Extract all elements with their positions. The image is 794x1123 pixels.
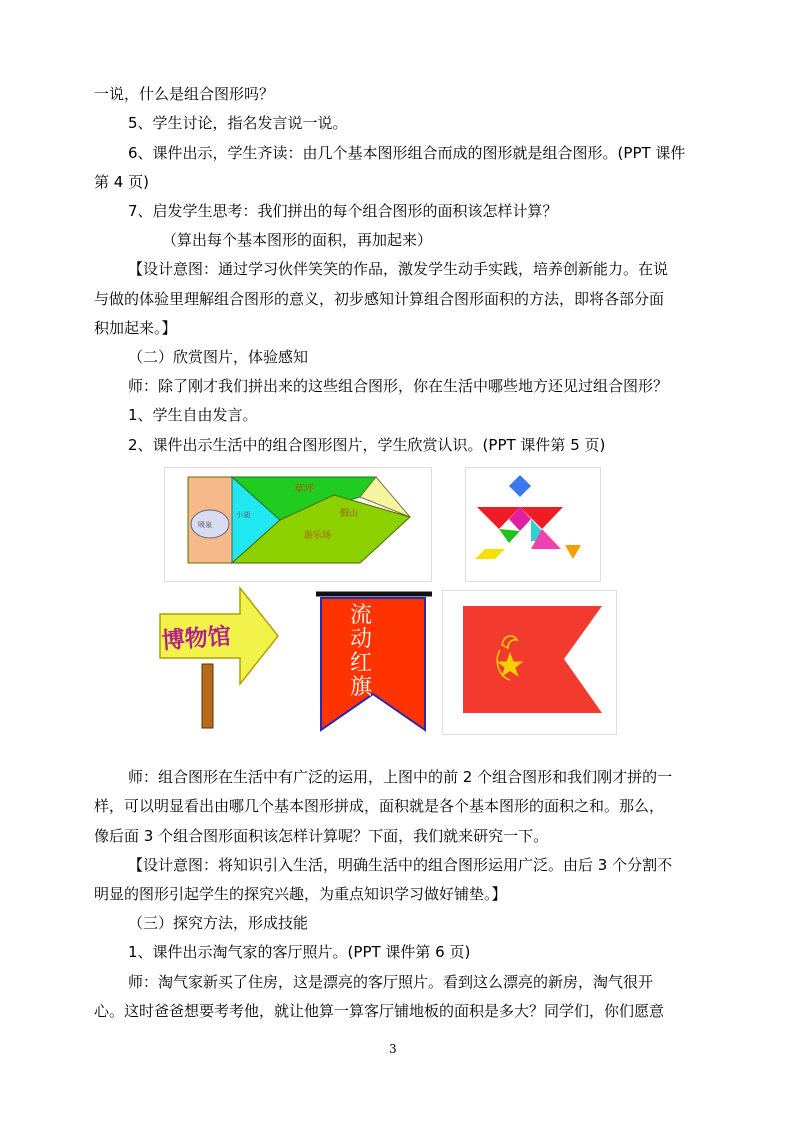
text-line-8: 与做的体验里理解组合图形的意义，初步感知计算组合图形面积的方法，即将各部分面 bbox=[94, 290, 665, 308]
text-line-5: 7、启发学生思考：我们拼出的每个组合图形的面积该怎样计算？ bbox=[128, 202, 558, 220]
text-line-1: 一说，什么是组合图形吗？ bbox=[94, 85, 275, 103]
text-line-13: 2、课件出示生活中的组合图形图片，学生欣赏认识。(PPT 课件第 5 页) bbox=[128, 436, 606, 454]
text-line-11: 师：除了刚才我们拼出来的这些组合图形，你在生活中哪些地方还见过组合图形？ bbox=[128, 377, 669, 395]
text-line-18: 明显的图形引起学生的探究兴趣，为重点知识学习做好铺垫。】 bbox=[94, 885, 507, 903]
text-line-4: 第 4 页) bbox=[94, 173, 149, 191]
park-label-rockery: 假山 bbox=[340, 509, 359, 519]
sign-post bbox=[202, 664, 213, 728]
banner-char-1: 流 bbox=[349, 603, 373, 628]
park-label-lake: 小湖 bbox=[236, 511, 250, 519]
text-line-17: 【设计意图：将知识引入生活，明确生活中的组合图形运用广泛。由后 3 个分割不 bbox=[128, 856, 673, 874]
park-label-lawn: 草坪 bbox=[294, 484, 314, 495]
tangram-figure bbox=[465, 467, 601, 582]
museum-sign-text: 博物馆 bbox=[161, 623, 232, 655]
museum-sign-figure bbox=[158, 586, 282, 731]
banner-char-4: 旗 bbox=[349, 675, 373, 700]
red-banner-figure bbox=[313, 590, 435, 734]
swallowtail-flag-figure bbox=[442, 590, 617, 735]
text-line-21: 师：淘气家新买了住房，这是漂亮的客厅照片。看到这么漂亮的新房，淘气很开 bbox=[128, 973, 654, 991]
text-line-3: 6、课件出示，学生齐读：由几个基本图形组合而成的图形就是组合图形。(PPT 课件 bbox=[128, 144, 686, 162]
banner-char-2: 动 bbox=[349, 627, 373, 652]
text-line-16: 像后面 3 个组合图形面积该怎样计算呢？下面，我们就来研究一下。 bbox=[94, 827, 549, 845]
text-line-14: 师：组合图形在生活中有广泛的运用，上图中的前 2 个组合图形和我们刚才拼的一 bbox=[128, 768, 673, 786]
text-line-6: （算出每个基本图形的面积，再加起来） bbox=[162, 231, 433, 249]
text-line-9: 积加起来。】 bbox=[94, 319, 177, 337]
banner-body bbox=[321, 598, 425, 730]
park-label-playground: 游乐场 bbox=[304, 531, 332, 541]
section-heading-3: （三）探究方法，形成技能 bbox=[128, 914, 309, 932]
text-line-20: 1、课件出示淘气家的客厅照片。(PPT 课件第 6 页) bbox=[128, 943, 471, 961]
section-heading-2: （二）欣赏图片，体验感知 bbox=[128, 348, 309, 366]
park-composite-figure bbox=[164, 467, 432, 582]
page-number: 3 bbox=[389, 1042, 397, 1056]
text-line-2: 5、学生讨论，指名发言说一说。 bbox=[128, 114, 348, 132]
text-line-15: 样，可以明显看出由哪几个基本图形拼成，面积就是各个基本图形的面积之和。那么， bbox=[94, 797, 665, 815]
text-line-12: 1、学生自由发言。 bbox=[128, 406, 258, 424]
text-line-7: 【设计意图：通过学习伙伴笑笑的作品，激发学生动手实践，培养创新能力。在说 bbox=[128, 260, 669, 278]
park-label-fountain: 喷泉 bbox=[198, 521, 212, 529]
banner-char-3: 红 bbox=[349, 651, 373, 676]
text-line-22: 心。这时爸爸想要考考他，就让他算一算客厅铺地板的面积是多大？同学们，你们愿意 bbox=[94, 1002, 665, 1020]
